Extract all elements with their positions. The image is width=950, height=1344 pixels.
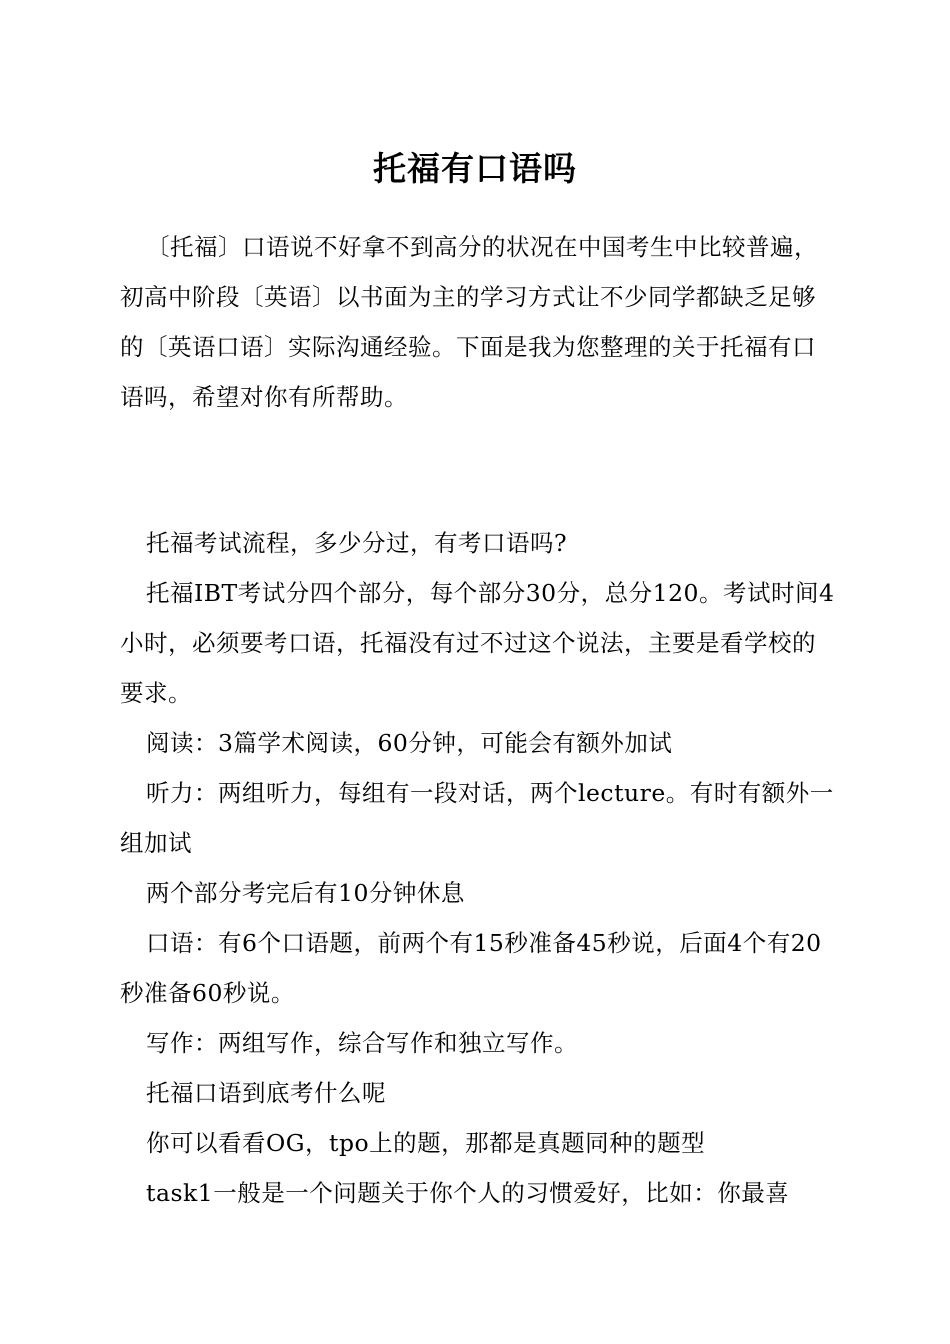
paragraph-break: 两个部分考完后有10分钟休息 [146, 879, 465, 907]
intro-section [120, 222, 835, 422]
paragraph-reading: 阅读：3篇学术阅读，60分钟，可能会有额外加试 [146, 729, 673, 757]
paragraph-task1: task1一般是一个问题关于你个人的习惯爱好，比如：你最喜 [146, 1179, 790, 1207]
content-section [120, 518, 835, 1218]
paragraph-exam-process: 托福考试流程，多少分过，有考口语吗? [146, 529, 568, 557]
paragraph-writing: 写作：两组写作，综合写作和独立写作。 [146, 1029, 578, 1057]
paragraph-speaking: 口语：有6个口语题，前两个有15秒准备45秒说，后面4个有20秒准备60秒说。 [120, 929, 822, 1007]
paragraph-listening: 听力：两组听力，每组有一段对话，两个lecture。有时有额外一组加试 [120, 779, 834, 857]
paragraph-og-tpo: 你可以看看OG，tpo上的题，那都是真题同种的题型 [146, 1129, 706, 1157]
paragraph-speaking-question: 托福口语到底考什么呢 [146, 1079, 386, 1107]
document-title: 托福有口语吗 [373, 149, 577, 188]
intro-paragraph: 〔托福〕口语说不好拿不到高分的状况在中国考生中比较普遍，初高中阶段〔英语〕以书面为主的学习方式让不少同学都缺乏足够的〔英语口语〕实际沟通经验。下面是我为您整理的关于托福有口语吗，希望对你有所帮助。 [120, 233, 818, 411]
paragraph-ibt-overview: 托福IBT考试分四个部分，每个部分30分，总分120。考试时间4小时，必须要考口语，托福没有过不过这个说法，主要是看学校的要求。 [120, 579, 835, 707]
